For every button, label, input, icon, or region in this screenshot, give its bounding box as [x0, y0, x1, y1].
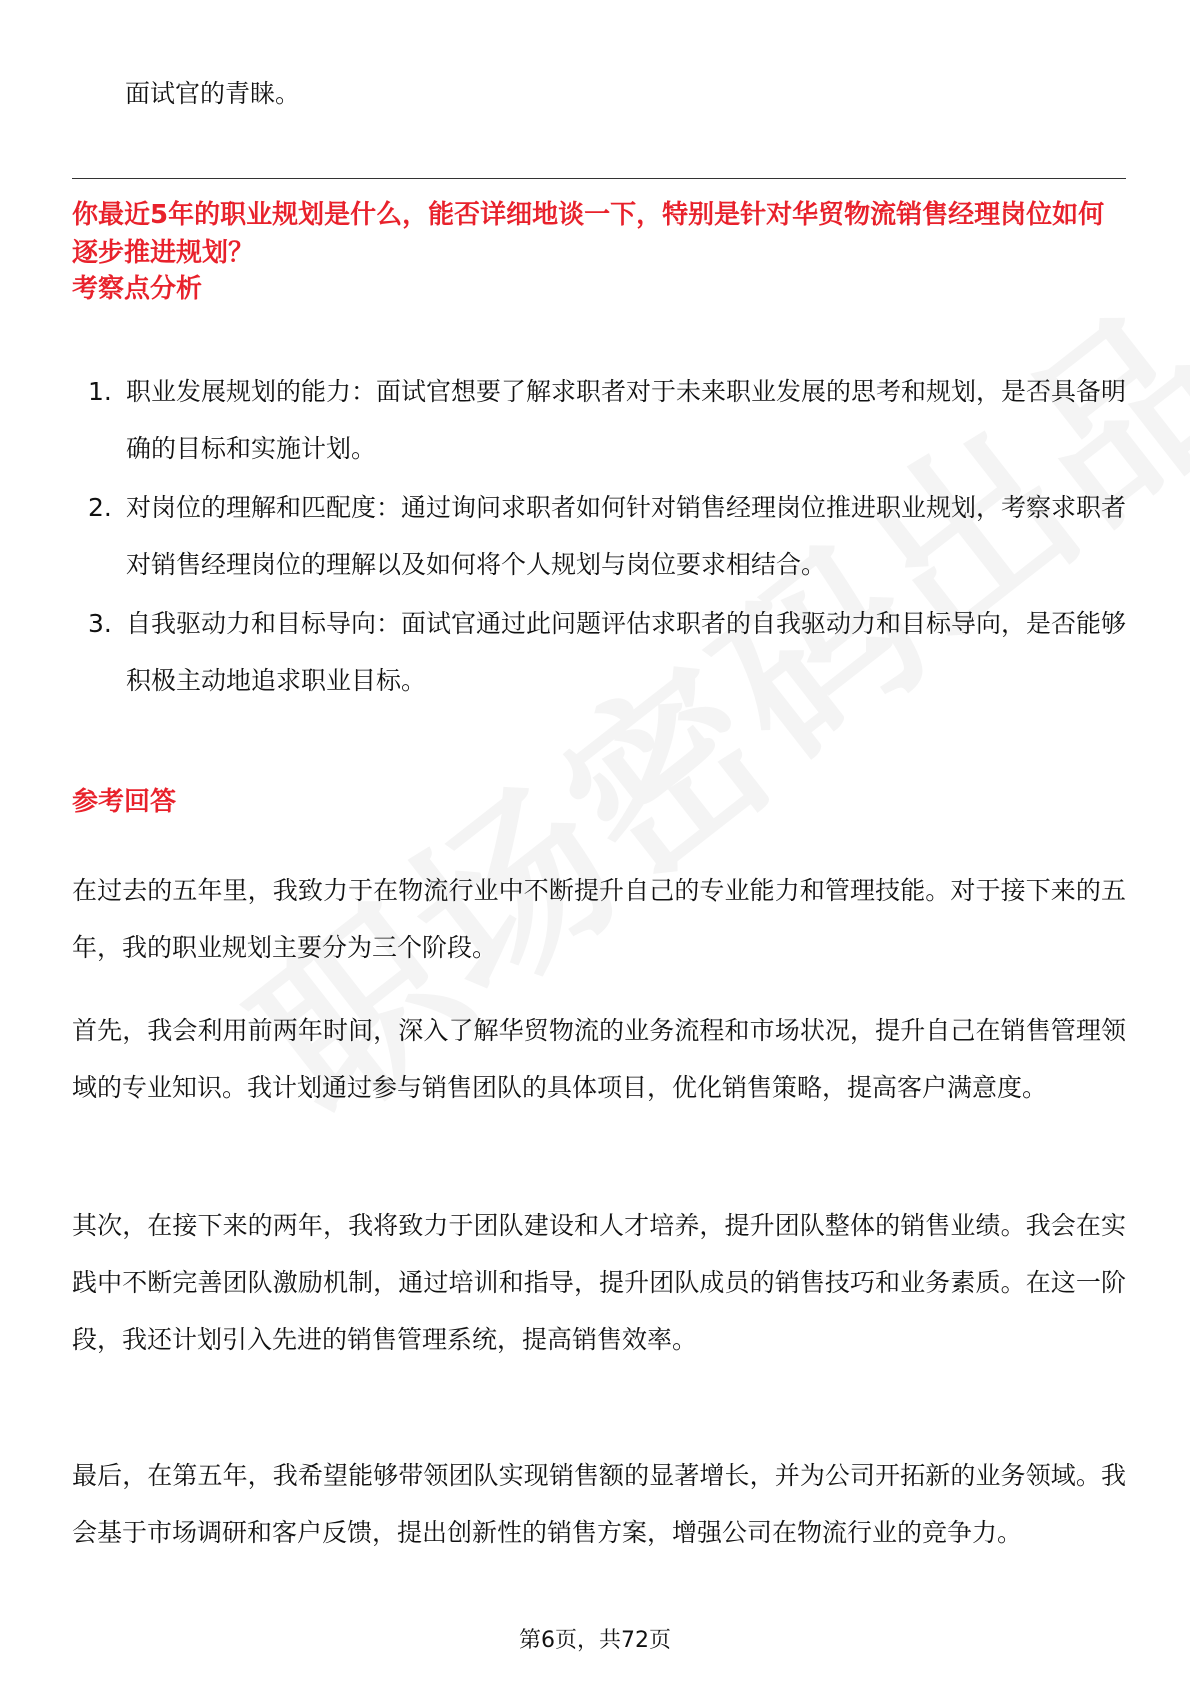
page-number: 第6页，共72页 — [519, 1628, 671, 1653]
list-number: 3. — [88, 609, 112, 638]
section-divider — [72, 178, 1126, 179]
analysis-list — [72, 363, 1126, 711]
list-item — [72, 479, 1126, 593]
answer-paragraph: 首先，我会利用前两年时间，深入了解华贸物流的业务流程和市场状况，提升自己在销售管理领域的专业知识。我计划通过参与销售团队的具体项目，优化销售策略，提高客户满意度。 — [72, 1016, 1126, 1102]
answer-heading: 参考回答 — [72, 787, 177, 817]
answer-paragraph: 其次，在接下来的两年，我将致力于团队建设和人才培养，提升团队整体的销售业绩。我会在实践中不断完善团队激励机制，通过培训和指导，提升团队成员的销售技巧和业务素质。在这一阶段，我还计划引入先进的销售管理系统，提高销售效率。 — [72, 1211, 1126, 1354]
list-text: 对岗位的理解和匹配度：通过询问求职者如何针对销售经理岗位推进职业规划，考察求职者对销售经理岗位的理解以及如何将个人规划与岗位要求相结合。 — [126, 493, 1127, 579]
list-text: 职业发展规划的能力：面试官想要了解求职者对于未来职业发展的思考和规划，是否具备明确的目标和实施计划。 — [126, 377, 1127, 463]
continuation-text: 面试官的青睐。 — [125, 79, 301, 108]
list-number: 2. — [88, 493, 112, 522]
answer-paragraph: 在过去的五年里，我致力于在物流行业中不断提升自己的专业能力和管理技能。对于接下来的五年，我的职业规划主要分为三个阶段。 — [72, 876, 1126, 962]
analysis-heading: 考察点分析 — [72, 274, 203, 304]
list-item — [72, 363, 1126, 477]
list-item — [72, 595, 1126, 709]
list-number: 1. — [88, 377, 112, 406]
answer-paragraph: 最后，在第五年，我希望能够带领团队实现销售额的显著增长，并为公司开拓新的业务领域。我会基于市场调研和客户反馈，提出创新性的销售方案，增强公司在物流行业的竞争力。 — [72, 1461, 1126, 1547]
list-text: 自我驱动力和目标导向：面试官通过此问题评估求职者的自我驱动力和目标导向，是否能够积极主动地追求职业目标。 — [126, 609, 1127, 695]
question-heading: 你最近5年的职业规划是什么，能否详细地谈一下，特别是针对华贸物流销售经理岗位如何逐步推进规划？ — [72, 200, 1105, 268]
